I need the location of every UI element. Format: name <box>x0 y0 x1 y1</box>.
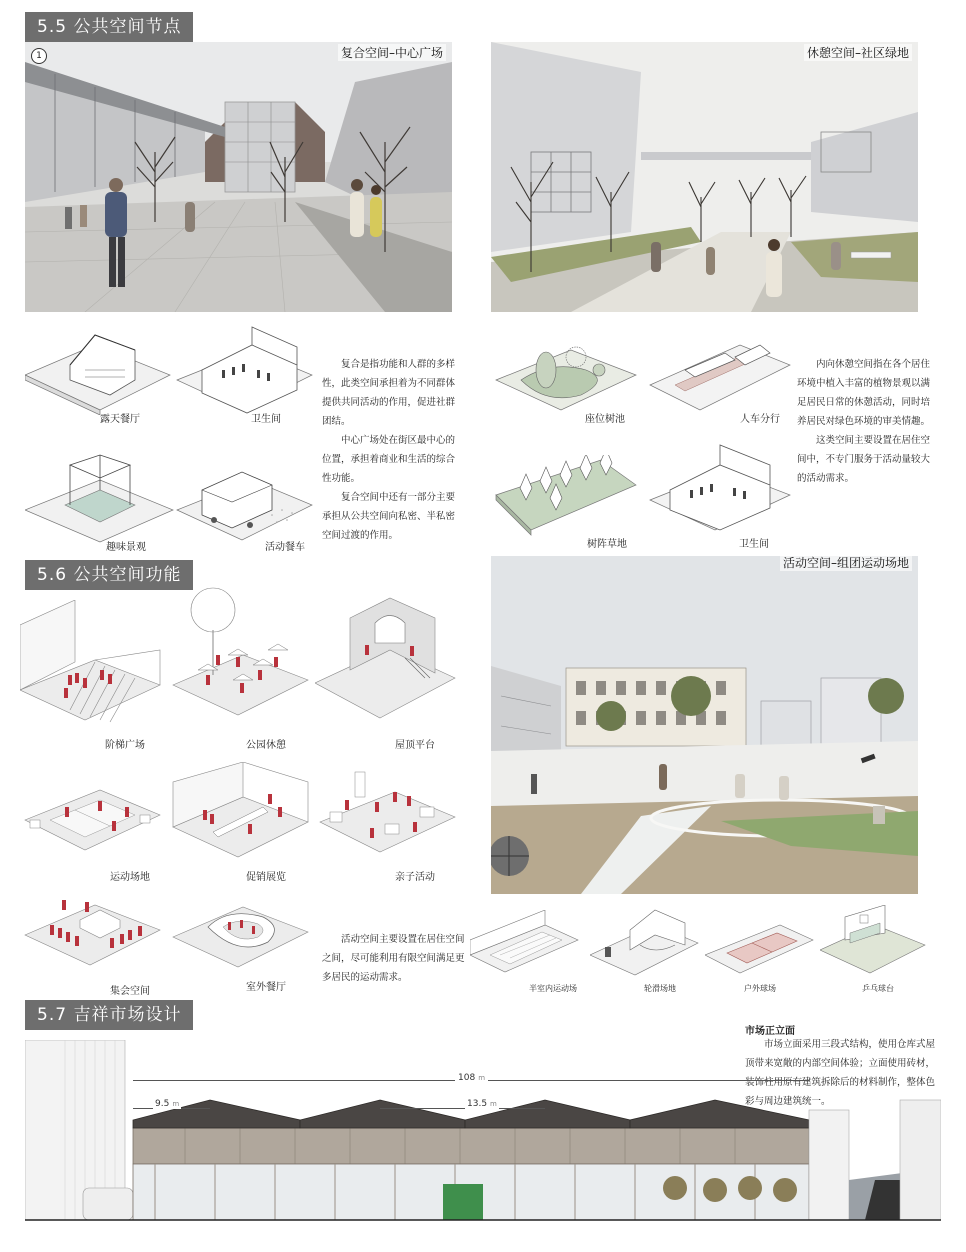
market-elevation-drawing <box>25 1040 941 1240</box>
right-para-2: 这类空间主要设置在居住空间中，不专门服务于活动量较大的活动需求。 <box>797 435 931 484</box>
render-central-plaza <box>25 42 452 312</box>
iso-stair-plaza <box>20 600 165 734</box>
iso-skate-area <box>590 905 700 989</box>
iso-outdoor-dining <box>25 325 175 419</box>
iso-promo-exhibit <box>168 762 313 876</box>
sports-title: 活动空间–组团运动场地 <box>780 556 912 571</box>
dim-left-value: 9.5 <box>155 1099 170 1109</box>
market-elevation-title: 市场正立面 <box>745 1026 795 1037</box>
caption-promo-exhibit: 促销展览 <box>246 872 286 883</box>
dim-total-value: 108 <box>458 1073 476 1083</box>
caption-outdoor-dining: 露天餐厅 <box>100 414 140 425</box>
dim-line-mid <box>380 1108 545 1109</box>
caption-stair-plaza: 阶梯广场 <box>105 740 145 751</box>
caption-sports-ground: 运动场地 <box>110 872 150 883</box>
caption-rooftop: 屋顶平台 <box>395 740 435 751</box>
plaza-illustration <box>25 42 452 312</box>
section-heading-5-7: 5.7 吉祥市场设计 <box>25 1000 193 1030</box>
dim-left <box>153 1099 181 1109</box>
caption-food-truck: 活动餐车 <box>265 542 305 553</box>
iso-fun-landscape <box>25 450 175 549</box>
iso-outdoor-court <box>705 915 815 984</box>
caption-park-rest: 公园休憩 <box>246 740 286 751</box>
iso-ped-vehicle <box>645 325 795 419</box>
left-para-2: 中心广场处在街区最中心的位置，承担着商业和生活的综合性功能。 <box>322 435 456 484</box>
caption-outdoor-court: 户外球场 <box>744 984 776 993</box>
caption-fun-landscape: 趣味景观 <box>106 542 146 553</box>
iso-table-tennis <box>820 905 930 984</box>
sports-illustration <box>491 556 918 894</box>
caption-semi-indoor-court: 半室内运动场 <box>529 984 577 993</box>
caption-tree-lawn: 树阵草地 <box>587 539 627 550</box>
plaza-title: 复合空间–中心广场 <box>338 44 446 61</box>
iso-park-rest <box>168 585 313 729</box>
right-para-1: 内向休憩空间指在各个居住环境中植入丰富的植物景观以满足居民日常的休憩活动，同时培养居民对绿色环境的审美情趣。 <box>797 359 931 427</box>
left-para-1: 复合是指功能和人群的多样性，此类空间承担着为不同群体提供共同活动的作用，促进社群团结。 <box>322 359 456 427</box>
caption-ped-vehicle: 人车分行 <box>740 414 780 425</box>
dim-total-unit: m <box>478 1074 486 1082</box>
iso-tree-lawn <box>491 455 641 544</box>
left-para-3: 复合空间中还有一部分主要承担从公共空间向私密、半私密空间过渡的作用。 <box>322 492 456 541</box>
dim-mid-value: 13.5 <box>467 1099 488 1109</box>
iso-restroom-right <box>645 440 795 539</box>
iso-gathering <box>20 890 165 984</box>
dim-mid <box>465 1099 499 1109</box>
dim-mid-unit: m <box>490 1100 497 1108</box>
caption-restroom-right: 卫生间 <box>739 539 769 550</box>
section-heading-5-5: 5.5 公共空间节点 <box>25 12 193 42</box>
right-node-description <box>797 355 935 488</box>
market-elevation-text: 市场立面采用三段式结构，使用仓库式屋顶带来宽敞的内部空间体验；立面使用砖材，装饰柱用原有建筑拆除后的材料制作，整体色彩与周边建筑统一。 <box>745 1039 936 1107</box>
function-description: 活动空间主要设置在居住空间之间，尽可能利用有限空间满足更多居民的运动需求。 <box>322 934 465 983</box>
iso-food-truck <box>172 450 317 549</box>
iso-rooftop <box>315 588 460 727</box>
iso-outdoor-restaurant <box>168 892 313 986</box>
caption-outdoor-restaurant: 室外餐厅 <box>246 982 286 993</box>
caption-seat-tree-pool: 座位树池 <box>585 414 625 425</box>
green-title: 休憩空间–社区绿地 <box>804 44 912 61</box>
iso-parent-child <box>315 762 460 876</box>
left-node-description <box>322 355 460 545</box>
dim-left-unit: m <box>172 1100 180 1108</box>
green-illustration <box>491 42 918 312</box>
caption-skate-area: 轮滑场地 <box>644 984 676 993</box>
iso-semi-indoor-court <box>470 910 580 989</box>
caption-gathering: 集会空间 <box>110 986 150 997</box>
caption-parent-child: 亲子活动 <box>395 872 435 883</box>
render-community-green <box>491 42 918 312</box>
dim-total <box>455 1073 488 1083</box>
iso-seat-tree-pool <box>491 325 641 419</box>
iso-sports-ground <box>20 765 165 874</box>
plaza-number-badge: 1 <box>31 48 47 64</box>
section-heading-5-6: 5.6 公共空间功能 <box>25 560 193 590</box>
caption-restroom-left: 卫生间 <box>251 414 281 425</box>
render-sports-ground <box>491 556 918 894</box>
caption-table-tennis: 乒乓球台 <box>862 984 894 993</box>
